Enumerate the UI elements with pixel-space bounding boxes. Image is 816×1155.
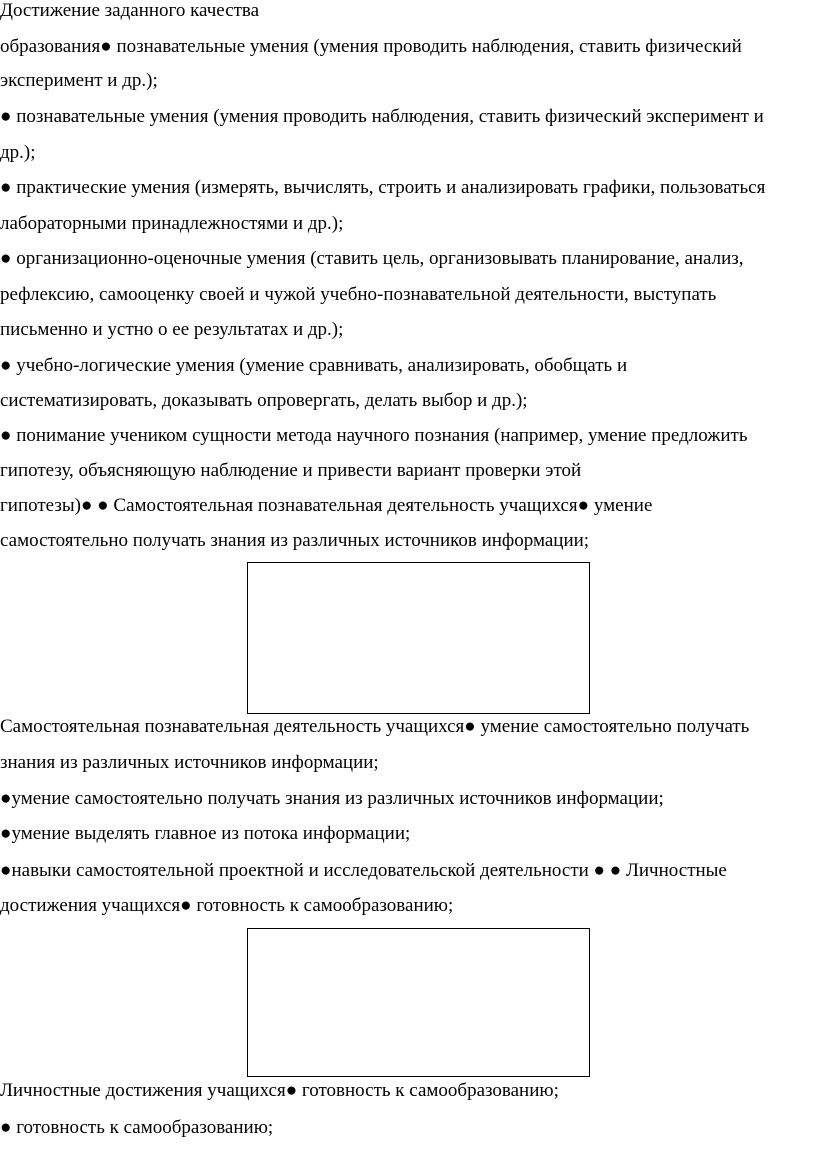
text-line: систематизировать, доказывать опровергать, делать выбор и др.); <box>0 390 528 411</box>
text-line: Личностные достижения учащихся● готовность к самообразованию; <box>0 1080 559 1101</box>
bullet-line: ● организационно-оценочные умения (ставить цель, организовывать планирование, анализ, <box>0 248 744 269</box>
text-line: письменно и устно о ее результатах и др.); <box>0 319 344 340</box>
bullet-line: ● познавательные умения (умения проводить наблюдения, ставить физический эксперимент и <box>0 106 764 127</box>
text-line: знания из различных источников информации; <box>0 752 379 773</box>
text-line: гипотезы)● ● Самостоятельная познавательная деятельность учащихся● умение <box>0 495 653 516</box>
heading-line: Достижение заданного качества <box>0 0 260 21</box>
bullet-line: ● практические умения (измерять, вычислять, строить и анализировать графики, пользоваться <box>0 177 766 198</box>
bullet-line: ● учебно-логические умения (умение сравнивать, анализировать, обобщать и <box>0 355 628 376</box>
bullet-line: ●умение выделять главное из потока информации; <box>0 823 411 844</box>
text-line: др.); <box>0 142 36 163</box>
bullet-line: ● готовность к самообразованию; <box>0 1117 274 1138</box>
bullet-line: ●умение самостоятельно получать знания из различных источников информации; <box>0 788 664 809</box>
bullet-line: ●навыки самостоятельной проектной и исследовательской деятельности ● ● Личностные <box>0 860 727 881</box>
text-line: эксперимент и др.); <box>0 70 158 91</box>
bullet-line: ● понимание учеником сущности метода научного познания (например, умение предложить <box>0 425 748 446</box>
empty-image-frame <box>247 928 590 1077</box>
text-line: гипотезу, объясняющую наблюдение и привести вариант проверки этой <box>0 460 582 481</box>
text-line: самостоятельно получать знания из различных источников информации; <box>0 530 590 551</box>
text-line: достижения учащихся● готовность к самообразованию; <box>0 895 454 916</box>
text-line: образования● познавательные умения (умения проводить наблюдения, ставить физический <box>0 36 742 57</box>
text-line: рефлексию, самооценку своей и чужой учебно-познавательной деятельности, выступать <box>0 284 717 305</box>
empty-image-frame <box>247 562 590 714</box>
text-line: лабораторными принадлежностями и др.); <box>0 213 344 234</box>
text-line: Самостоятельная познавательная деятельность учащихся● умение самостоятельно получать <box>0 716 750 737</box>
